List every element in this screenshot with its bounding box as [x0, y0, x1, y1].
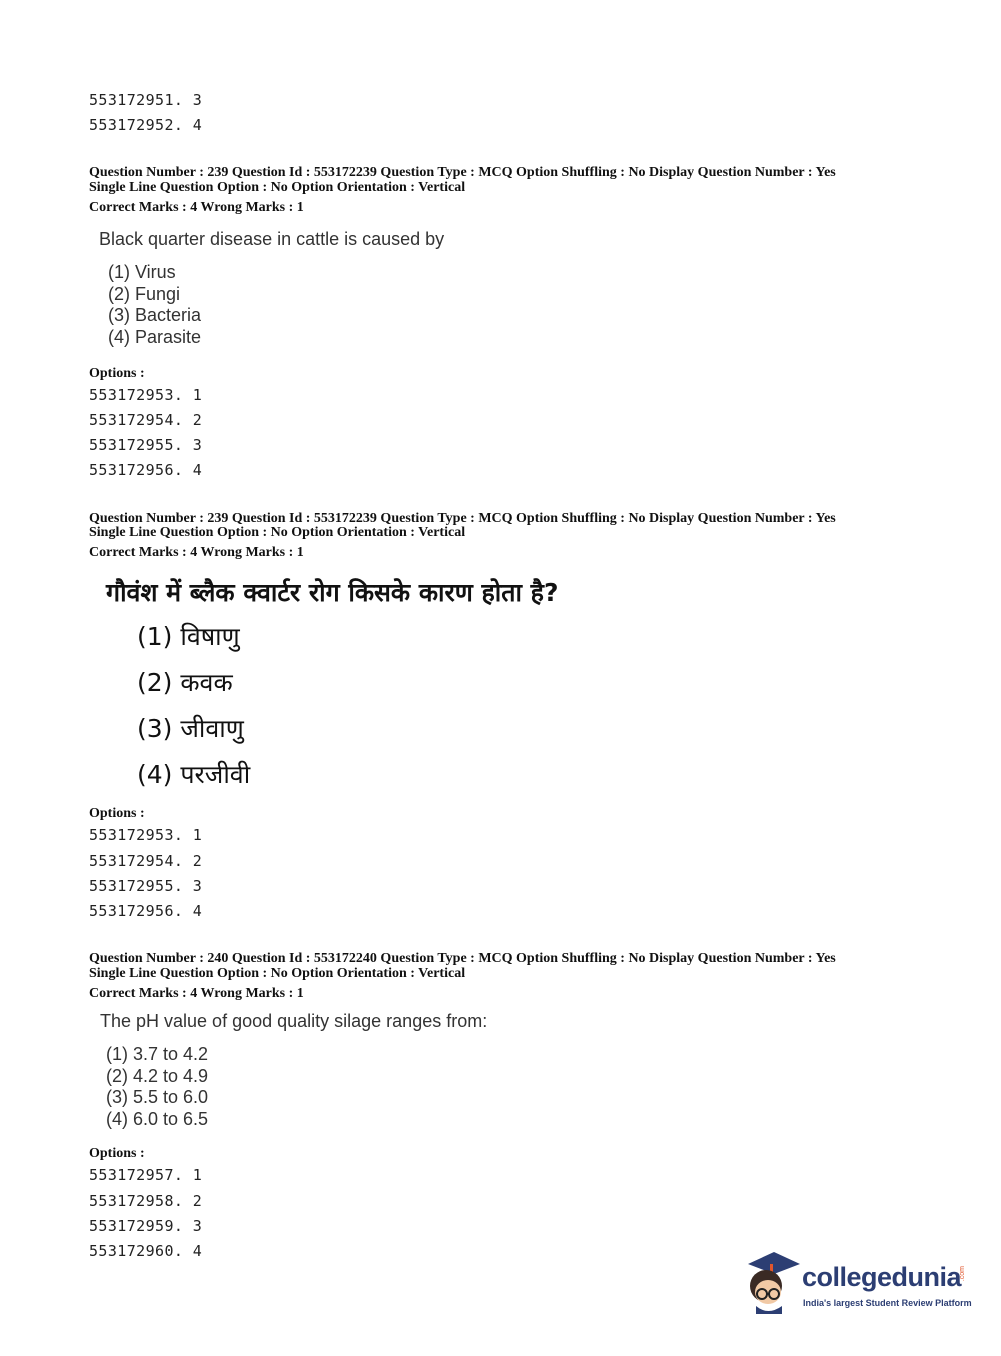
logo-tagline: India's largest Student Review Platform — [803, 1298, 972, 1308]
option-id-line: 553172954. 2 — [89, 852, 203, 870]
options-label: Options : — [89, 366, 145, 381]
option-id-line: 553172953. 1 — [89, 826, 203, 844]
choice-item: (2) कवक — [137, 668, 233, 697]
choice-item: (4) परजीवी — [137, 760, 251, 789]
collegedunia-logo — [742, 1250, 972, 1318]
logo-wordmark: collegedunia — [802, 1262, 962, 1292]
choice-item: (2) Fungi — [108, 283, 181, 304]
choice-item: (1) 3.7 to 4.2 — [106, 1044, 209, 1064]
options-label: Options : — [89, 806, 145, 821]
option-id-line: 553172956. 4 — [89, 461, 203, 479]
option-id-line: 553172956. 4 — [89, 902, 203, 920]
question-meta: Question Number : 239 Question Id : 553172239 Question Type : MCQ Option Shuffling : No Display Question Number : Yes — [89, 165, 836, 180]
choice-list — [108, 262, 201, 348]
question-marks: Correct Marks : 4 Wrong Marks : 1 — [89, 200, 304, 215]
choice-list — [106, 1044, 208, 1130]
option-id-line: 553172953. 1 — [89, 386, 203, 404]
option-id-line: 553172952. 4 — [89, 116, 203, 134]
question-text: गौवंश में ब्लैक क्वार्टर रोग किसके कारण होता है? — [106, 578, 559, 607]
choice-item: (1) Virus — [108, 262, 176, 282]
mascot-icon — [742, 1250, 802, 1314]
options-label: Options : — [89, 1146, 145, 1161]
question-meta-orientation: Single Line Question Option : No Option Orientation : Vertical — [89, 966, 466, 981]
option-id-line: 553172958. 2 — [89, 1192, 203, 1210]
choice-list — [137, 614, 250, 798]
option-id-line: 553172959. 3 — [89, 1217, 203, 1235]
question-meta-orientation: Single Line Question Option : No Option Orientation : Vertical — [89, 525, 466, 540]
option-id-line: 553172957. 1 — [89, 1166, 203, 1184]
choice-item: (3) जीवाणु — [137, 714, 244, 743]
question-text: Black quarter disease in cattle is caused by — [99, 229, 445, 249]
option-id-line: 553172954. 2 — [89, 411, 203, 429]
question-marks: Correct Marks : 4 Wrong Marks : 1 — [89, 545, 304, 560]
question-text: The pH value of good quality silage ranges from: — [100, 1011, 488, 1031]
logo-domain-suffix: .com — [959, 1266, 966, 1282]
question-meta: Question Number : 239 Question Id : 553172239 Question Type : MCQ Option Shuffling : No Display Question Number : Yes — [89, 511, 836, 526]
option-id-line: 553172951. 3 — [89, 91, 203, 109]
choice-item: (2) 4.2 to 4.9 — [106, 1065, 209, 1086]
question-meta: Question Number : 240 Question Id : 553172240 Question Type : MCQ Option Shuffling : No Display Question Number : Yes — [89, 951, 836, 966]
option-id-line: 553172960. 4 — [89, 1242, 203, 1260]
choice-item: (3) Bacteria — [108, 305, 202, 325]
question-marks: Correct Marks : 4 Wrong Marks : 1 — [89, 986, 304, 1001]
option-id-line: 553172955. 3 — [89, 877, 203, 895]
choice-item: (4) 6.0 to 6.5 — [106, 1108, 209, 1129]
question-meta-orientation: Single Line Question Option : No Option Orientation : Vertical — [89, 180, 466, 195]
option-id-line: 553172955. 3 — [89, 436, 203, 454]
choice-item: (4) Parasite — [108, 326, 202, 347]
choice-item: (3) 5.5 to 6.0 — [106, 1087, 209, 1107]
choice-item: (1) विषाणु — [137, 622, 240, 651]
